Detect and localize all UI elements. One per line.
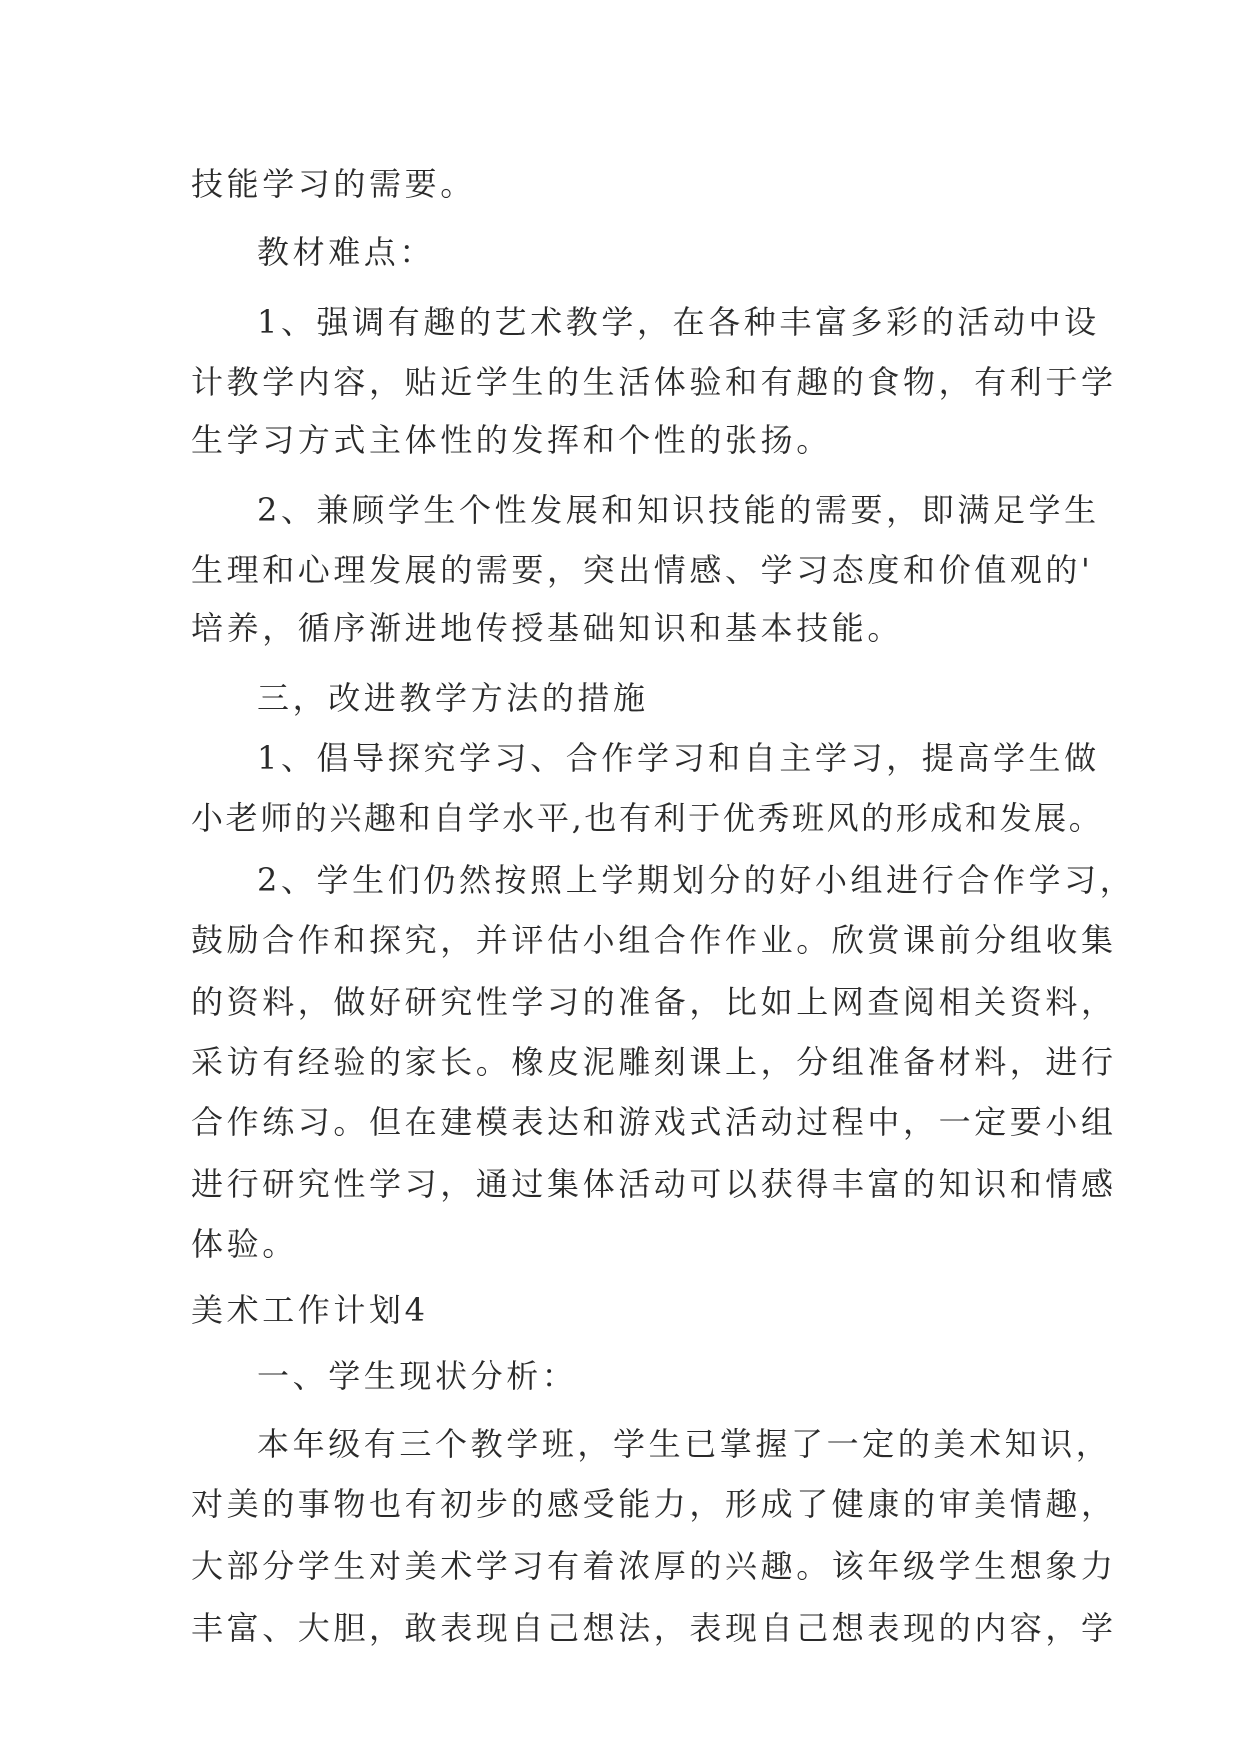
text-line: 1、强调有趣的艺术教学，在各种丰富多彩的活动中设 bbox=[257, 303, 1100, 341]
text-line: 采访有经验的家长。橡皮泥雕刻课上，分组准备材料，进行 bbox=[191, 1043, 1117, 1081]
section-heading: 三，改进教学方法的措施 bbox=[257, 679, 649, 717]
text-line: 合作练习。但在建模表达和游戏式活动过程中，一定要小组 bbox=[191, 1103, 1117, 1141]
text-line: 计教学内容，贴近学生的生活体验和有趣的食物，有利于学 bbox=[191, 363, 1117, 401]
text-line: 技能学习的需要。 bbox=[191, 165, 476, 203]
text-line: 体验。 bbox=[191, 1225, 298, 1263]
text-line: 进行研究性学习，通过集体活动可以获得丰富的知识和情感 bbox=[191, 1165, 1117, 1203]
text-line: 本年级有三个教学班，学生已掌握了一定的美术知识， bbox=[257, 1425, 1112, 1463]
text-line: 丰富、大胆，敢表现自己想法，表现自己想表现的内容，学 bbox=[191, 1609, 1117, 1647]
text-line: 1、倡导探究学习、合作学习和自主学习，提高学生做 bbox=[257, 739, 1100, 777]
text-line: 2、兼顾学生个性发展和知识技能的需要，即满足学生 bbox=[257, 491, 1100, 529]
text-line: 的资料，做好研究性学习的准备，比如上网查阅相关资料， bbox=[191, 983, 1117, 1021]
text-line: 2、学生们仍然按照上学期划分的好小组进行合作学习， bbox=[257, 861, 1136, 899]
text-line: 小老师的兴趣和自学水平,也有利于优秀班风的形成和发展。 bbox=[191, 799, 1104, 837]
document-title: 美术工作计划4 bbox=[191, 1291, 429, 1329]
text-line: 生理和心理发展的需要，突出情感、学习态度和价值观的' bbox=[191, 551, 1094, 589]
text-line: 对美的事物也有初步的感受能力，形成了健康的审美情趣， bbox=[191, 1485, 1117, 1523]
text-line: 培养，循序渐进地传授基础知识和基本技能。 bbox=[191, 609, 904, 647]
section-heading: 一、学生现状分析： bbox=[257, 1357, 578, 1395]
section-heading: 教材难点： bbox=[257, 233, 436, 271]
text-line: 生学习方式主体性的发挥和个性的张扬。 bbox=[191, 421, 832, 459]
text-line: 大部分学生对美术学习有着浓厚的兴趣。该年级学生想象力 bbox=[191, 1547, 1117, 1585]
text-line: 鼓励合作和探究，并评估小组合作作业。欣赏课前分组收集 bbox=[191, 921, 1117, 959]
